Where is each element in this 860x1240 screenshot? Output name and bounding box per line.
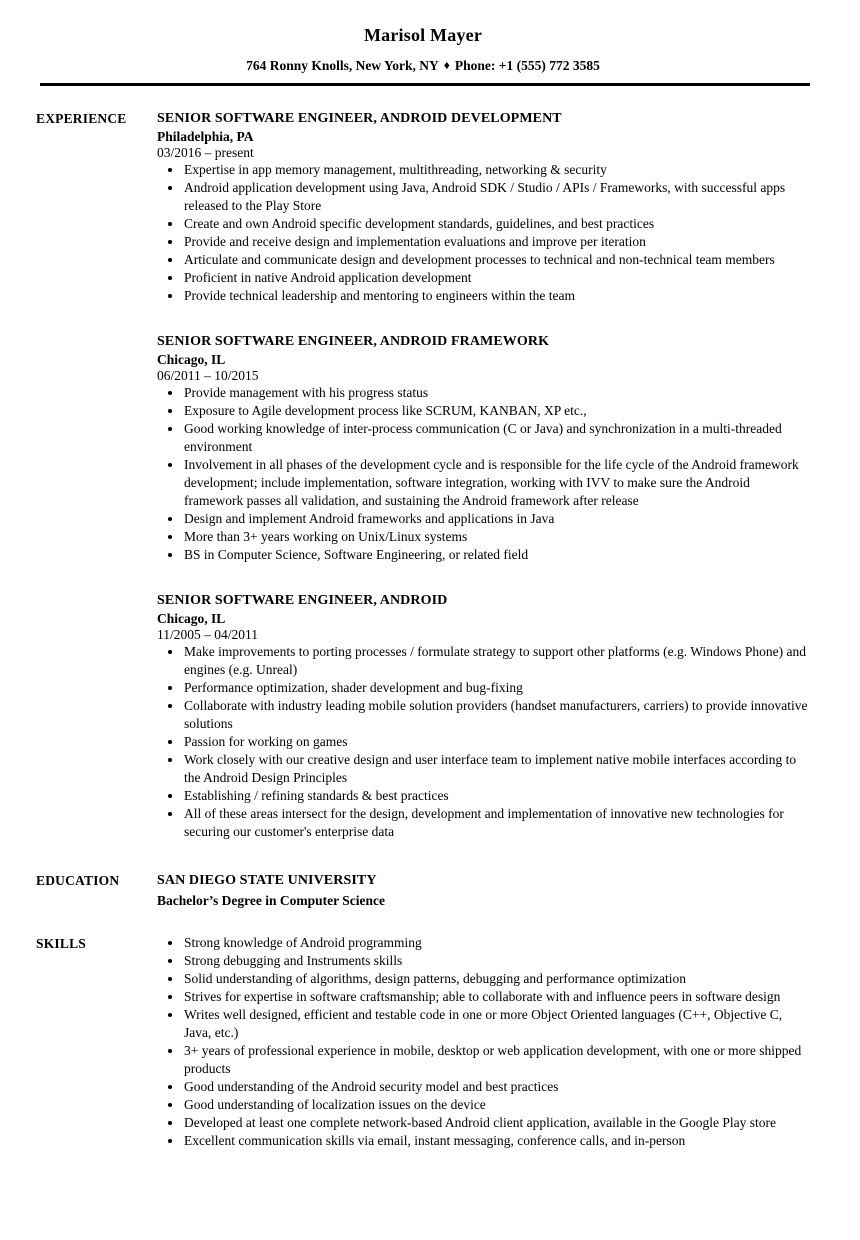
bullet-item: • Android application development using Java, Android SDK / Studio / APIs / Frameworks, with successful apps released to the Play Store [183, 179, 810, 215]
bullet-item: • Establishing / refining standards & best practices [183, 787, 810, 805]
bullet-item: • Collaborate with industry leading mobile solution providers (handset manufacturers, carriers) to provide innovative solutions [183, 697, 810, 733]
job-dates: 11/2005 – 04/2011 [157, 627, 258, 642]
degree-name: Bachelor’s Degree in Computer Science [157, 893, 385, 908]
skill-item: • Solid understanding of algorithms, design patterns, debugging and performance optimization [183, 970, 810, 988]
section-label-experience: EXPERIENCE [36, 111, 127, 126]
bullet-item: • BS in Computer Science, Software Engineering, or related field [183, 546, 810, 564]
bullet-item: • Provide technical leadership and mentoring to engineers within the team [183, 287, 810, 305]
header-rule [40, 83, 810, 86]
resume-header [36, 25, 810, 86]
skill-item: • Writes well designed, efficient and testable code in one or more Object Oriented languages (C++, Objective C, Java, etc.) [183, 1006, 810, 1042]
bullet-item: • Expertise in app memory management, multithreading, networking & security [183, 161, 810, 179]
bullet-item: • Provide management with his progress status [183, 384, 810, 402]
job-block-1 [157, 109, 810, 305]
bullet-item: • Provide and receive design and implementation evaluations and improve per iteration [183, 233, 810, 251]
job-bullet-list [157, 643, 810, 841]
phone-text: Phone: +1 (555) 772 3585 [454, 58, 600, 73]
bullet-item: • Make improvements to porting processes / formulate strategy to support other platforms (e.g. Windows Phone) and engines (e.g. Unreal) [183, 643, 810, 679]
bullet-item: • Work closely with our creative design and user interface team to implement native mobile interfaces according to the Android Design Principles [183, 751, 810, 787]
bullet-item: • Proficient in native Android application development [183, 269, 810, 287]
job-title: SENIOR SOFTWARE ENGINEER, ANDROID FRAMEWORK [157, 334, 550, 349]
bullet-item: • Performance optimization, shader development and bug-fixing [183, 679, 810, 697]
education-section [36, 871, 810, 910]
bullet-item: • Good working knowledge of inter-process communication (C or Java) and synchronization in a multi-threaded environment [183, 420, 810, 456]
skill-item: • Strives for expertise in software craftsmanship; able to collaborate with and influence peers in software design [183, 988, 810, 1006]
job-location: Chicago, IL [157, 352, 226, 367]
contact-line [36, 58, 810, 74]
skill-item: • Strong knowledge of Android programming [183, 934, 810, 952]
bullet-item: • Passion for working on games [183, 733, 810, 751]
bullet-item: • Involvement in all phases of the development cycle and is responsible for the life cycle of the Android framework development; include implementation, software integration, working with IVV to make sure the Android framework passes all validation, and sustaining the Android framework after release [183, 456, 810, 510]
section-label-education: EDUCATION [36, 873, 120, 888]
diamond-separator-icon: ♦ [443, 58, 450, 72]
experience-section [36, 109, 810, 841]
job-bullet-list [157, 384, 810, 564]
job-dates: 03/2016 – present [157, 145, 254, 160]
job-block-3 [157, 591, 810, 841]
experience-content [157, 109, 810, 841]
job-block-2 [157, 332, 810, 564]
bullet-item: • Create and own Android specific development standards, guidelines, and best practices [183, 215, 810, 233]
bullet-item: • Exposure to Agile development process like SCRUM, KANBAN, XP etc., [183, 402, 810, 420]
candidate-name: Marisol Mayer [363, 25, 483, 45]
skill-item: • 3+ years of professional experience in mobile, desktop or web application development, with one or more shipped products [183, 1042, 810, 1078]
skill-item: • Good understanding of localization issues on the device [183, 1096, 810, 1114]
skill-item: • Developed at least one complete network-based Android client application, available in the Google Play store [183, 1114, 810, 1132]
job-title: SENIOR SOFTWARE ENGINEER, ANDROID DEVELOPMENT [157, 111, 562, 126]
skill-item: • Strong debugging and Instruments skills [183, 952, 810, 970]
bullet-item: • More than 3+ years working on Unix/Linux systems [183, 528, 810, 546]
job-dates: 06/2011 – 10/2015 [157, 368, 259, 383]
section-label-skills: SKILLS [36, 936, 86, 951]
skills-section [36, 934, 810, 1150]
job-title: SENIOR SOFTWARE ENGINEER, ANDROID [157, 593, 448, 608]
job-location: Philadelphia, PA [157, 129, 254, 144]
skills-list [157, 934, 810, 1150]
bullet-item: • Articulate and communicate design and development processes to technical and non-technical team members [183, 251, 810, 269]
school-name: SAN DIEGO STATE UNIVERSITY [157, 873, 377, 888]
bullet-item: • Design and implement Android frameworks and applications in Java [183, 510, 810, 528]
job-location: Chicago, IL [157, 611, 226, 626]
bullet-item: • All of these areas intersect for the design, development and implementation of innovative new technologies for securing our customer's enterprise data [183, 805, 810, 841]
job-bullet-list [157, 161, 810, 305]
skill-item: • Good understanding of the Android security model and best practices [183, 1078, 810, 1096]
address-text: 764 Ronny Knolls, New York, NY [246, 58, 439, 73]
skills-content [157, 934, 810, 1150]
education-content [157, 871, 810, 910]
skill-item: • Excellent communication skills via email, instant messaging, conference calls, and in-person [183, 1132, 810, 1150]
